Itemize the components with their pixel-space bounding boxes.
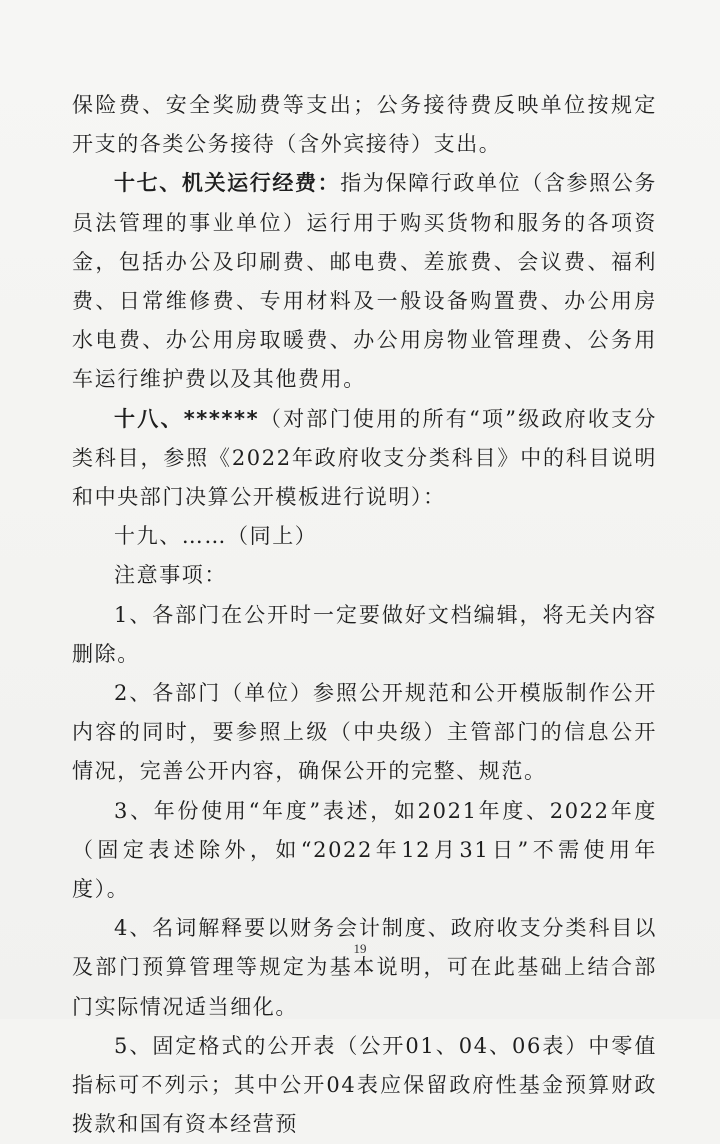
paragraph-text: 十九、……（同上） <box>114 524 318 549</box>
page-number: 19 <box>353 941 367 956</box>
note-item-2 <box>72 674 657 792</box>
term-heading: 十七、机关运行经费： <box>114 171 341 196</box>
paragraph-text: 2、各部门（单位）参照公开规范和公开模版制作公开内容的同时，要参照上级（中央级）主管部门的信息公开情况，完善公开内容，确保公开的完整、规范。 <box>72 681 657 784</box>
paragraph-text: 4、名词解释要以财务会计制度、政府收支分类科目以及部门预算管理等规定为基本说明，可在此基础上结合部门实际情况适当细化。 <box>72 916 657 1019</box>
document-body <box>72 86 657 1144</box>
paragraph-item-17 <box>72 164 657 399</box>
note-item-3 <box>72 792 657 910</box>
paragraph-continuation <box>72 86 657 164</box>
note-item-4 <box>72 909 657 1027</box>
note-item-1 <box>72 596 657 674</box>
paragraph-text: 1、各部门在公开时一定要做好文档编辑，将无关内容删除。 <box>72 602 657 666</box>
notes-heading <box>72 556 657 595</box>
note-item-5 <box>72 1027 657 1144</box>
paragraph-text: 注意事项： <box>114 563 227 588</box>
paragraph-text: 指为保障行政单位（含参照公务员法管理的事业单位）运行用于购买货物和服务的各项资金，包括办公及印刷费、邮电费、差旅费、会议费、福利费、日常维修费、专用材料及一般设备购置费、办公用房水电费、办公用房取暖费、办公用房物业管理费、公务用车运行维护费以及其他费用。 <box>72 171 657 392</box>
paragraph-text: 3、年份使用“年度”表述，如2021年度、2022年度（固定表述除外，如“2022年12月31日”不需使用年度）。 <box>72 798 657 902</box>
paragraph-item-18 <box>72 400 657 518</box>
paragraph-text: 保险费、安全奖励费等支出；公务接待费反映单位按规定开支的各类公务接待（含外宾接待）支出。 <box>72 93 657 157</box>
paragraph-text: （对部门使用的所有“项”级政府收支分类科目，参照《2022年政府收支分类科目》中的科目说明和中央部门决算公开模板进行说明）： <box>72 406 657 510</box>
paragraph-item-19 <box>72 517 657 556</box>
paragraph-text: 5、固定格式的公开表（公开01、04、06表）中零值指标可不列示；其中公开04表应保留政府性基金预算财政拨款和国有资本经营预 <box>72 1033 657 1137</box>
term-heading: 十八、****** <box>114 406 260 431</box>
